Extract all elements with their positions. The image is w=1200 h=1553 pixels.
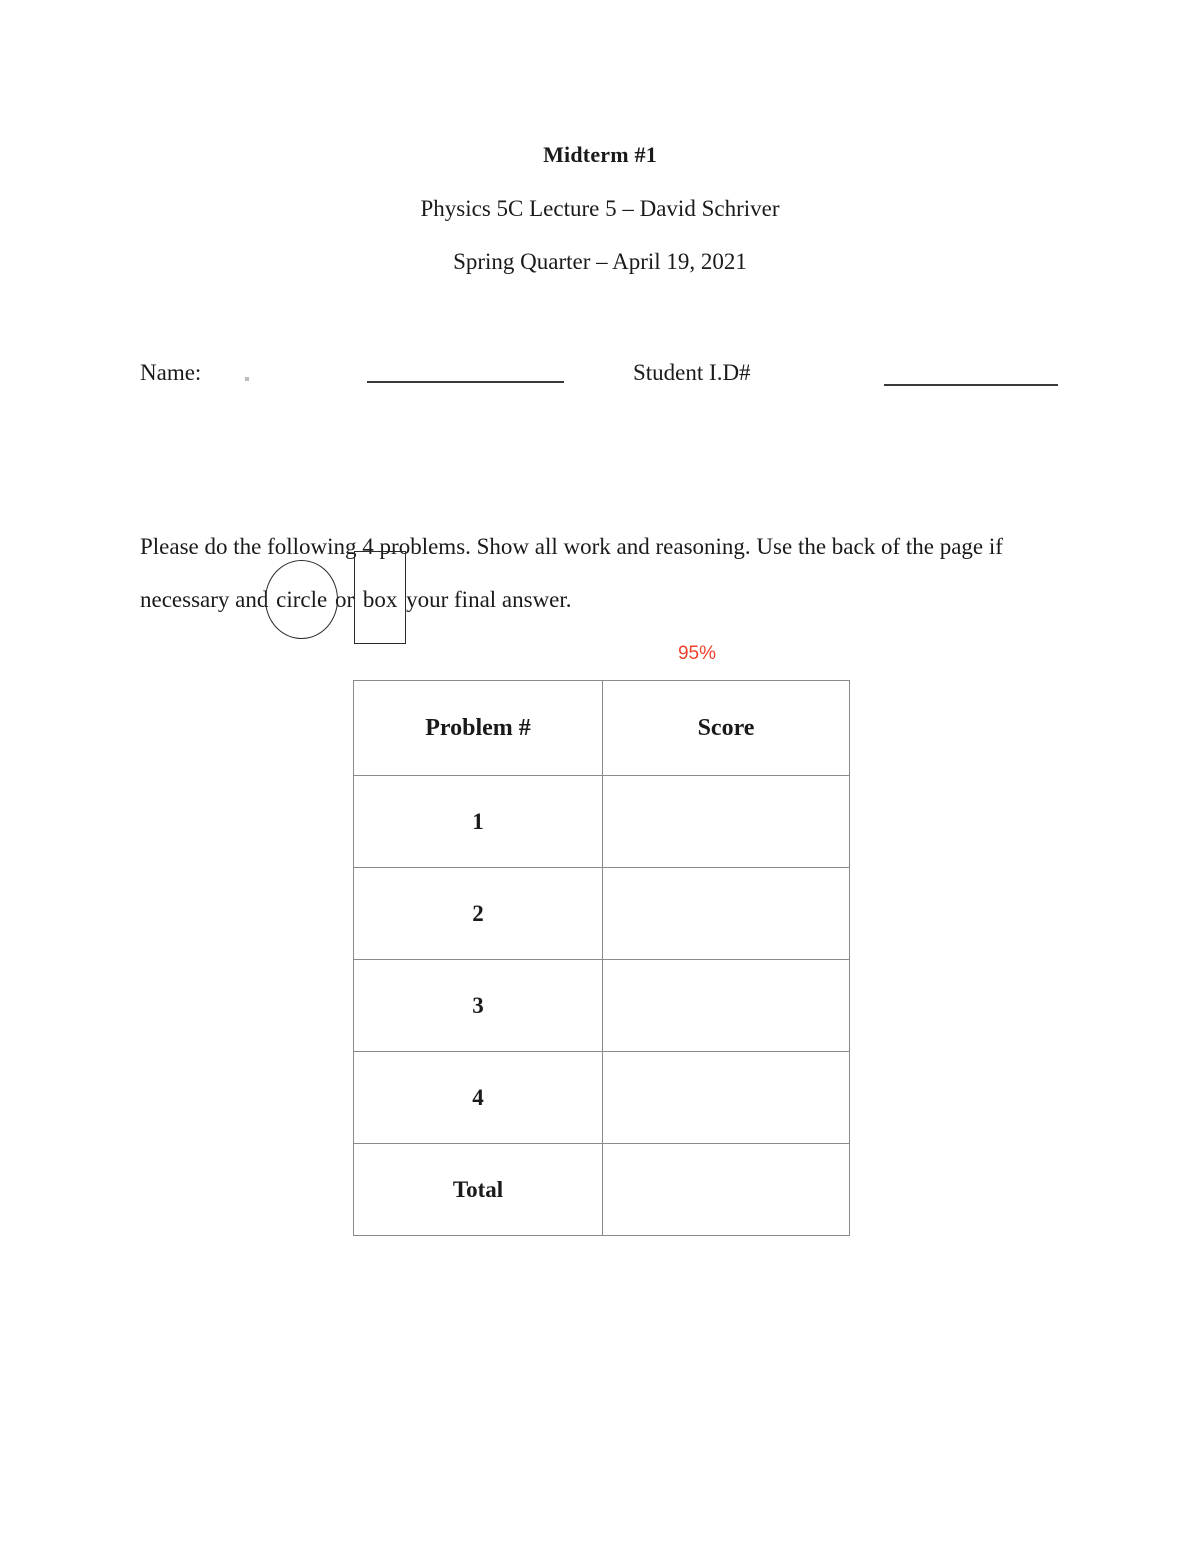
problem-number-cell: 2 bbox=[354, 868, 603, 960]
score-table bbox=[353, 680, 850, 1236]
column-header-problem: Problem # bbox=[354, 681, 603, 776]
page-title: Midterm #1 bbox=[543, 142, 657, 167]
instructions-line-2-mid: or bbox=[329, 587, 360, 612]
table-row bbox=[354, 776, 850, 868]
term-subtitle: Spring Quarter – April 19, 2021 bbox=[453, 249, 747, 274]
score-entry-cell[interactable] bbox=[603, 868, 850, 960]
boxed-word-annotation: box bbox=[360, 573, 401, 626]
score-total-cell[interactable] bbox=[603, 1144, 850, 1236]
table-row bbox=[354, 868, 850, 960]
column-header-score: Score bbox=[603, 681, 850, 776]
student-id-label: Student I.D# bbox=[633, 360, 751, 385]
problem-number-cell: 4 bbox=[354, 1052, 603, 1144]
instructions-line-2 bbox=[140, 573, 1060, 626]
score-entry-cell[interactable] bbox=[603, 1052, 850, 1144]
problem-total-cell: Total bbox=[354, 1144, 603, 1236]
instructions-line-1: Please do the following 4 problems. Show all work and reasoning. Use the back of the page if bbox=[140, 534, 1003, 559]
instructions-block bbox=[140, 520, 1060, 626]
score-entry-cell[interactable] bbox=[603, 960, 850, 1052]
instructions-line-2-pre: necessary and bbox=[140, 587, 275, 612]
table-row bbox=[354, 1052, 850, 1144]
problem-number-cell: 1 bbox=[354, 776, 603, 868]
name-label: Name: bbox=[140, 360, 202, 385]
instructions-line-2-post: your final answer. bbox=[400, 587, 572, 612]
problem-number-cell: 3 bbox=[354, 960, 603, 1052]
score-entry-cell[interactable] bbox=[603, 776, 850, 868]
course-subtitle: Physics 5C Lecture 5 – David Schriver bbox=[420, 196, 780, 221]
scan-artifact-mark bbox=[245, 377, 249, 381]
grade-percentage-annotation: 95% bbox=[677, 643, 717, 664]
student-id-write-in-line[interactable] bbox=[884, 384, 1058, 386]
circled-word-annotation: circle bbox=[274, 573, 329, 626]
table-row bbox=[354, 1144, 850, 1236]
name-write-in-line[interactable] bbox=[367, 381, 564, 383]
identity-row bbox=[0, 360, 1200, 400]
table-row bbox=[354, 960, 850, 1052]
score-table-header-row bbox=[354, 681, 850, 776]
